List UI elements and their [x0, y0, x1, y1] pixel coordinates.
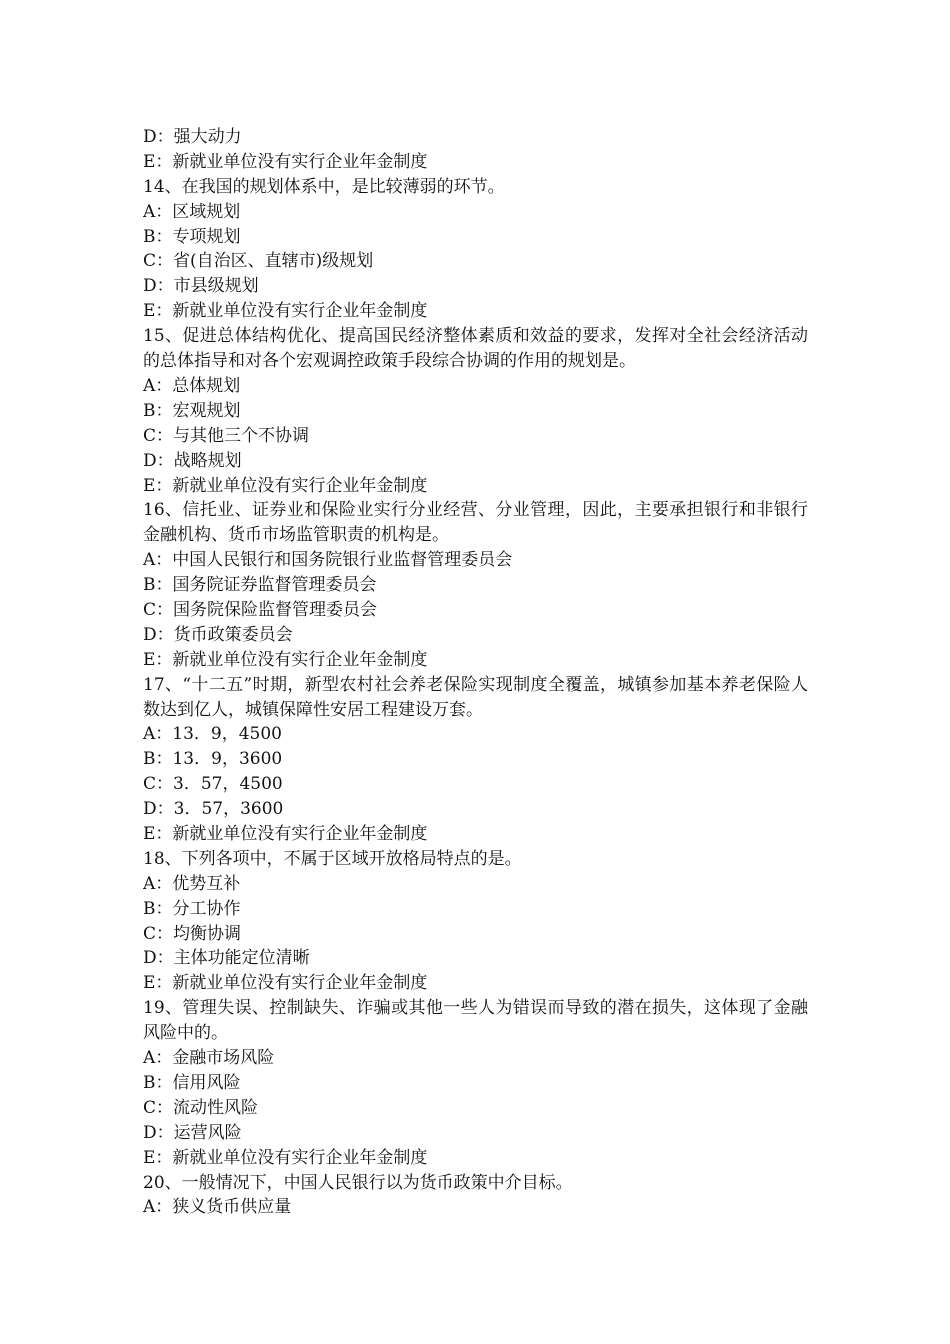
option-a: A：13．9，4500	[143, 724, 282, 745]
option-line: D：强大动力	[143, 127, 242, 147]
question-text: 20、一般情况下，中国人民银行以为货币政策中介目标。	[143, 1172, 573, 1193]
option-a: A：金融市场风险	[143, 1048, 275, 1069]
option-b: B：宏观规划	[143, 400, 241, 421]
option-b: B：国务院证券监督管理委员会	[143, 575, 377, 596]
option-e: E：新就业单位没有实行企业年金制度	[143, 301, 428, 322]
option-line: E：新就业单位没有实行企业年金制度	[143, 151, 428, 172]
option-c: C：国务院保险监督管理委员会	[143, 599, 378, 620]
question-block	[143, 996, 808, 1170]
option-c: C：3．57，4500	[143, 774, 283, 795]
option-b: B：专项规划	[143, 226, 241, 247]
option-c: C：省(自治区、直辖市)级规划	[143, 251, 374, 272]
question-text: 18、下列各项中，不属于区域开放格局特点的是。	[143, 848, 522, 869]
option-e: E：新就业单位没有实行企业年金制度	[143, 649, 428, 670]
option-a: A：总体规划	[143, 375, 241, 396]
question-text: 14、在我国的规划体系中，是比较薄弱的环节。	[143, 176, 505, 197]
option-d: D：主体功能定位清晰	[143, 948, 310, 969]
question-block	[143, 673, 808, 847]
option-c: C：与其他三个不协调	[143, 425, 310, 446]
question-block	[143, 847, 808, 996]
option-d: D：市县级规划	[143, 276, 259, 297]
option-d: D：运营风险	[143, 1122, 242, 1143]
question-block	[143, 1171, 808, 1221]
option-d: D：货币政策委员会	[143, 624, 293, 645]
option-c: C：流动性风险	[143, 1097, 259, 1118]
option-a: A：狭义货币供应量	[143, 1197, 292, 1218]
option-b: B：13．9，3600	[143, 749, 283, 770]
option-b: B：分工协作	[143, 898, 241, 919]
question-text: 19、管理失误、控制缺失、诈骗或其他一些人为错误而导致的潜在损失，这体现了金融风险中的。	[143, 998, 808, 1044]
question-block	[143, 175, 808, 324]
question-text: 15、促进总体结构优化、提高国民经济整体素质和效益的要求，发挥对全社会经济活动的总体指导和对各个宏观调控政策手段综合协调的作用的规划是。	[143, 326, 808, 372]
option-d: D：战略规划	[143, 450, 242, 471]
option-c: C：均衡协调	[143, 923, 242, 944]
option-d: D：3．57，3600	[143, 799, 284, 820]
question-text: 16、信托业、证券业和保险业实行分业经营、分业管理，因此，主要承担银行和非银行金融机构、货币市场监管职责的机构是。	[143, 500, 808, 546]
option-e: E：新就业单位没有实行企业年金制度	[143, 475, 428, 496]
option-b: B：信用风险	[143, 1072, 241, 1093]
option-a: A：优势互补	[143, 873, 241, 894]
document-body	[143, 125, 808, 1220]
option-a: A：区域规划	[143, 201, 241, 222]
option-e: E：新就业单位没有实行企业年金制度	[143, 1147, 428, 1168]
question-block	[143, 498, 808, 672]
option-e: E：新就业单位没有实行企业年金制度	[143, 824, 428, 845]
option-e: E：新就业单位没有实行企业年金制度	[143, 973, 428, 994]
option-a: A：中国人民银行和国务院银行业监督管理委员会	[143, 550, 513, 571]
question-text: 17、“十二五”时期，新型农村社会养老保险实现制度全覆盖，城镇参加基本养老保险人数达到亿人，城镇保障性安居工程建设万套。	[143, 674, 808, 720]
question-block	[143, 324, 808, 498]
